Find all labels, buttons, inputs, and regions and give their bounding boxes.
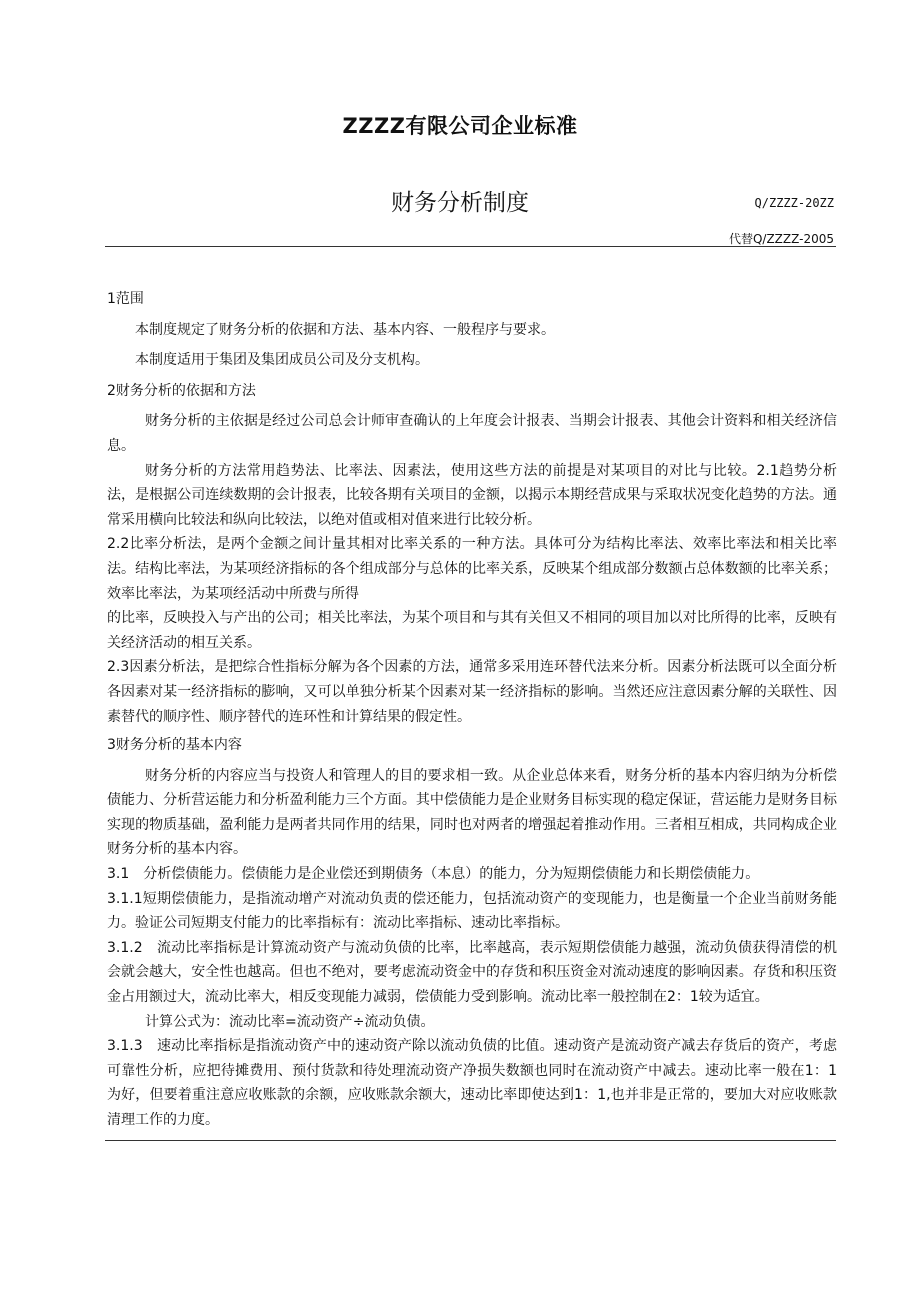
paragraph: 2.2比率分析法，是两个金额之间计量其相对比率关系的一种方法。具体可分为结构比率法、效率比率法和相关比率法。结构比率法，为某项经济指标的各个组成部分与总体的比率关系，反映某个组成部分数额占总体数额的比率关系；效率比率法，为某项经活动中所费与所得 bbox=[107, 536, 837, 602]
paragraph: 3.1.1短期偿债能力，是指流动增产对流动负责的偿还能力，包括流动资产的变现能力，也是衡量一个企业当前财务能力。验证公司短期支付能力的比率指标有：流动比率指标、速动比率指标。 bbox=[107, 890, 837, 932]
replaces-code: 代替Q/ZZZZ-2005 bbox=[728, 232, 834, 246]
company-title: ZZZZ有限公司企业标准 bbox=[342, 114, 578, 138]
paragraph: 本制度规定了财务分析的依据和方法、基本内容、一般程序与要求。 bbox=[135, 321, 555, 338]
paragraph: 财务分析的主依据是经过公司总会计师审查确认的上年度会计报表、当期会计报表、其他会计资料和相关经济信息。 bbox=[107, 413, 837, 454]
formula-line: 计算公式为：流动比率=流动资产÷流动负债。 bbox=[145, 1013, 435, 1030]
section-heading: 3财务分析的基本内容 bbox=[107, 737, 242, 754]
paragraph: 财务分析的内容应当与投资人和管理人的目的要求相一致。从企业总体来看，财务分析的基本内容归纳为分析偿债能力、分析营运能力和分析盈利能力三个方面。其中偿债能力是企业财务目标实现的稳定保证，营运能力是财务目标实现的物质基础，盈利能力是两者共同作用的结果，同时也对两者的增强起着推动作用。三者相互相成，共同构成企业财务分析的基本内容。 bbox=[107, 767, 837, 858]
paragraph: 财务分析的方法常用趋势法、比率法、因素法，使用这些方法的前提是对某项目的对比与比较。2.1趋势分析法，是根据公司连续数期的会计报表，比较各期有关项目的金额，以揭示本期经营成果与采取状况变化趋势的方法。通常采用横向比较法和纵向比较法，以绝对值或相对值来进行比较分析。 bbox=[107, 462, 837, 528]
standard-code: Q/ZZZZ-20ZZ bbox=[754, 196, 834, 210]
paragraph: 3.1.2 流动比率指标是计算流动资产与流动负债的比率，比率越高，表示短期偿债能力越强，流动负债获得清偿的机会就会越大，安全性也越高。但也不绝对，要考虑流动资金中的存货和积压资金对流动速度的影响因素。存货和积压资金占用额过大，流动比率大，相反变现能力减弱，偿债能力受到影响。流动比率一般控制在2：1较为适宜。 bbox=[107, 939, 837, 1006]
paragraph: 3.1.3 速动比率指标是指流动资产中的速动资产除以流动负债的比值。速动资产是流动资产减去存货后的资产，考虑可靠性分析，应把待摊费用、预付货款和待处理流动资产净损失数额也同时在流动资产中减去。速动比率一般在1：1为好，但要着重注意应收账款的余额，应收账款余额大，速动比率即使达到1：1,也并非是正常的，要加大对应收账款清理工作的力度。 bbox=[107, 1038, 837, 1128]
header-divider bbox=[105, 246, 836, 247]
section-heading: 1范围 bbox=[107, 291, 144, 307]
document-title: 财务分析制度 bbox=[391, 190, 529, 216]
document-body bbox=[107, 283, 837, 1133]
paragraph: 本制度适用于集团及集团成员公司及分支机构。 bbox=[135, 352, 429, 369]
paragraph: 2.3因素分析法，是把综合性指标分解为各个因素的方法，通常多采用连环替代法来分析。因素分析法既可以全面分析各因素对某一经济指标的膨响，又可以单独分析某个因素对某一经济指标的影响。当然还应注意因素分解的关联性、因素替代的顺序性、顺序替代的连环性和计算结果的假定性。 bbox=[107, 659, 837, 725]
paragraph: 的比率，反映投入与产出的公司；相关比率法，为某个项目和与其有关但又不相同的项目加以对比所得的比率，反映有关经济活动的相互关系。 bbox=[107, 610, 837, 651]
section-heading: 2财务分析的依据和方法 bbox=[107, 382, 256, 399]
paragraph: 3.1 分析偿债能力。偿债能力是企业偿还到期债务（本息）的能力，分为短期偿债能力和长期偿债能力。 bbox=[107, 866, 760, 883]
footer-divider bbox=[105, 1140, 836, 1141]
